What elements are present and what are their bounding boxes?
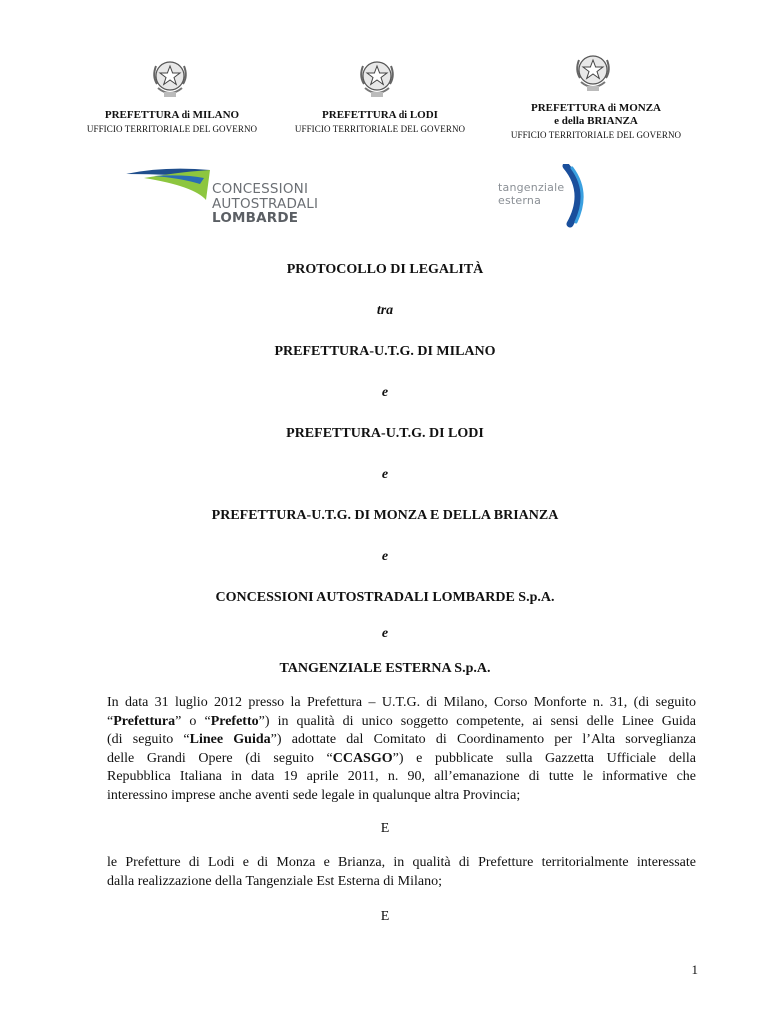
party-tangenziale-esterna: TANGENZIALE ESTERNA S.p.A.: [279, 661, 491, 676]
italian-republic-emblem-icon: [355, 54, 399, 104]
party-prefettura-milano: PREFETTURA-U.T.G. DI MILANO: [274, 344, 496, 359]
italian-republic-emblem-icon: [571, 48, 615, 98]
prefettura-lodi-subtitle: UFFICIO TERRITORIALE DEL GOVERNO: [294, 124, 466, 134]
party-cal: CONCESSIONI AUTOSTRADALI LOMBARDE S.p.A.: [215, 590, 555, 605]
e-connector: e: [381, 467, 389, 482]
party-prefettura-monza: PREFETTURA-U.T.G. DI MONZA E DELLA BRIANZA: [211, 508, 559, 523]
prefettura-monza-title: PREFETTURA di MONZA e della BRIANZA: [531, 102, 661, 127]
cal-logo-text: CONCESSIONI AUTOSTRADALI LOMBARDE: [212, 181, 319, 226]
separator-e: E: [380, 821, 390, 836]
e-connector: e: [381, 549, 389, 564]
e-connector: e: [381, 385, 389, 400]
prefettura-milano-title: PREFETTURA di MILANO: [104, 109, 240, 121]
protocol-title: PROTOCOLLO DI LEGALITÀ: [286, 262, 484, 277]
paragraph-premise-2: le Prefetture di Lodi e di Monza e Brianza, in qualità di Prefetture territorialmente interessate dalla realizzazione della Tangenziale Est Esterna di Milano;: [107, 855, 696, 889]
e-connector: e: [381, 626, 389, 641]
prefettura-lodi-title: PREFETTURA di LODI: [322, 109, 438, 121]
party-prefettura-lodi: PREFETTURA-U.T.G. DI LODI: [286, 426, 484, 441]
italian-republic-emblem-icon: [148, 54, 192, 104]
prefettura-monza-subtitle: UFFICIO TERRITORIALE DEL GOVERNO: [510, 130, 682, 140]
tra-connector: tra: [376, 303, 394, 318]
page-number: 1: [691, 962, 698, 977]
prefettura-milano-subtitle: UFFICIO TERRITORIALE DEL GOVERNO: [86, 124, 258, 134]
paragraph-premise-1: In data 31 luglio 2012 presso la Prefettura – U.T.G. di Milano, Corso Monforte n. 31, (di seguito “Prefettura” o “Prefetto”) in qualità di unico soggetto competente, ai sensi delle Linee Guida (di seguito “Linee Guida”) adottate dal Comitato di Coordinamento per l’Alta sorveglianza delle Grandi Opere (di seguito “CCASGO”) e pubblicate sulla Gazzetta Ufficiale della Repubblica Italiana in data 19 aprile 2011, n. 90, all’emanazione di tutte le informative che interessino imprese anche aventi sede legale in qualunque altra Provincia;: [107, 695, 697, 803]
te-logo-text: tangenziale esterna: [498, 181, 565, 207]
separator-e: E: [380, 909, 390, 924]
